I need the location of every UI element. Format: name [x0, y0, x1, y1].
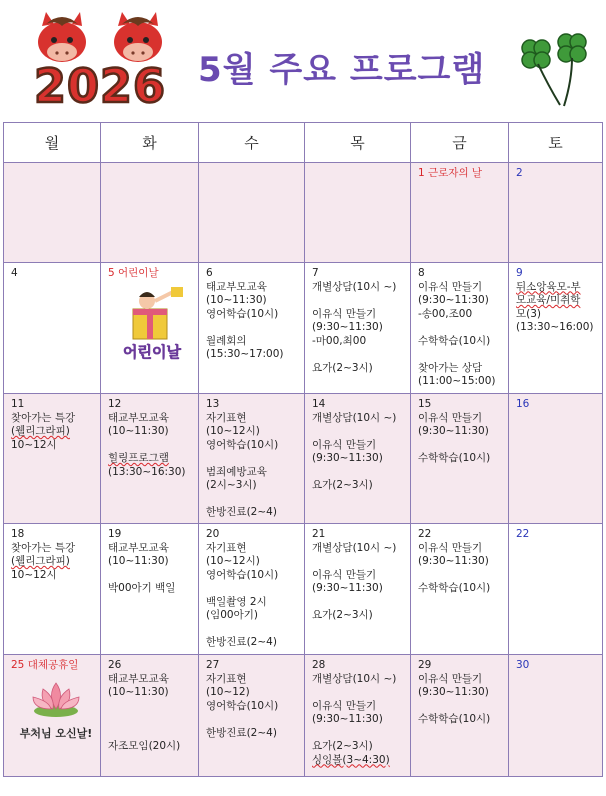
event-line: (11:00~15:00) — [418, 375, 496, 387]
event-line — [418, 569, 505, 583]
day-cell — [411, 524, 509, 655]
weekday-fri: 금 — [411, 123, 509, 163]
event-line — [312, 596, 407, 610]
event-line — [108, 700, 195, 714]
event-line: 영어학습(10시) — [206, 307, 279, 320]
day-cell — [101, 524, 199, 655]
day-date: 1 근로자의 날 — [418, 167, 483, 179]
event-line: 태교부모교육 — [206, 280, 267, 293]
day-date: 7 — [312, 267, 319, 279]
day-cell — [305, 394, 411, 524]
event-line: (임00아기) — [206, 609, 258, 621]
day-cell — [411, 163, 509, 263]
event-line — [418, 439, 505, 453]
day-date: 22 — [418, 528, 432, 540]
event-line — [418, 700, 505, 714]
day-cell — [4, 524, 101, 655]
year-2026-logo — [10, 8, 190, 108]
event-line: 개별상담(10시 ~) — [312, 280, 397, 293]
page-title: 5월 주요 프로그램 — [198, 50, 486, 90]
event-line: -마00,최00 — [312, 334, 367, 347]
day-cell — [199, 524, 305, 655]
event-line — [108, 727, 195, 741]
day-cell — [101, 263, 199, 394]
day-cell — [509, 263, 603, 394]
event-line: (9:30~11:30) — [312, 452, 383, 464]
event-line: 태교부모교육 — [108, 541, 169, 554]
sticker-text: 부처님 오신날! — [19, 726, 93, 740]
event-line: 찾아가는 특강 — [11, 411, 76, 424]
event-line: 자기표현 — [206, 541, 247, 554]
day-cell — [411, 263, 509, 394]
day-date: 29 — [418, 659, 432, 671]
event-line — [312, 727, 407, 741]
day-cell — [199, 263, 305, 394]
event-line: -송00,조00 — [418, 307, 473, 320]
day-date: 12 — [108, 398, 122, 410]
day-cell — [4, 263, 101, 394]
event-line: 10~12시 — [11, 568, 57, 581]
day-date: 27 — [206, 659, 220, 671]
day-cell — [305, 163, 411, 263]
event-line — [418, 348, 505, 362]
day-cell — [305, 655, 411, 777]
day-date: 14 — [312, 398, 326, 410]
event-line: 개별상담(10시 ~) — [312, 411, 397, 424]
event-line: 찾아가는 특강 — [11, 541, 76, 554]
event-line: (15:30~17:00) — [206, 348, 284, 360]
week-row — [4, 655, 603, 777]
event-line — [206, 713, 301, 727]
day-date: 28 — [312, 659, 326, 671]
event-line: (10~12시) — [206, 425, 260, 437]
weekday-header-row — [4, 123, 603, 163]
day-date: 22 — [516, 528, 530, 540]
event-line: 범죄예방교육 — [206, 465, 267, 478]
event-line: 요가(2~3시) — [312, 479, 373, 491]
day-cell — [4, 655, 101, 777]
event-line: 한방진료(2~4) — [206, 506, 277, 518]
day-cell — [305, 263, 411, 394]
event-line: 이유식 만들기 — [312, 307, 377, 320]
event-line: 이유식 만들기 — [418, 672, 483, 685]
week-row — [4, 263, 603, 394]
day-date: 4 — [11, 267, 18, 279]
event-line: 개별상담(10시 ~) — [312, 672, 397, 685]
event-line: 자기표현 — [206, 411, 247, 424]
day-date: 25 대체공휴일 — [11, 659, 79, 671]
weekday-thu: 목 — [305, 123, 411, 163]
event-line: 자조모임(20시) — [108, 740, 181, 752]
weekday-wed: 수 — [199, 123, 305, 163]
event-line: 모(3) — [516, 307, 542, 320]
lotus-flower-icon — [13, 677, 99, 747]
day-date: 6 — [206, 267, 213, 279]
horse-right-icon — [114, 12, 162, 62]
event-line: 이유식 만들기 — [418, 541, 483, 554]
event-line: (9:30~11:30) — [312, 321, 383, 333]
event-line: 자기표현 — [206, 672, 247, 685]
day-date: 2 — [516, 167, 523, 179]
event-line — [108, 713, 195, 727]
event-line: 요가(2~3시) — [312, 361, 373, 374]
event-line: (9:30~11:30) — [312, 713, 383, 725]
sticker-text: 어린이날 — [122, 342, 181, 361]
day-cell — [4, 163, 101, 263]
day-date: 11 — [11, 398, 25, 410]
event-line — [206, 321, 301, 335]
event-line: 찾아가는 상담 — [418, 361, 483, 374]
event-line — [206, 582, 301, 596]
day-date: 9 — [516, 267, 523, 279]
event-line — [312, 348, 407, 362]
day-cell — [199, 394, 305, 524]
event-line: 힐링프로그램 — [108, 452, 169, 464]
event-line: 10~12시 — [11, 438, 57, 451]
event-line: 이유식 만들기 — [312, 699, 377, 712]
calendar-table — [3, 122, 603, 777]
weekday-tue: 화 — [101, 123, 199, 163]
day-cell — [101, 394, 199, 524]
childrens-day-sticker-icon — [109, 287, 195, 363]
event-line: (10~12) — [206, 686, 250, 698]
week-row — [4, 394, 603, 524]
event-line: 이유식 만들기 — [418, 280, 483, 293]
event-line: (10~11:30) — [108, 555, 169, 567]
day-date: 8 — [418, 267, 425, 279]
event-line: (13:30~16:00) — [516, 321, 594, 333]
event-line — [108, 569, 195, 583]
event-line: (웰리그라피) — [11, 425, 70, 437]
day-date: 16 — [516, 398, 530, 410]
event-line: 수학학습(10시) — [418, 334, 491, 347]
event-line: 수학학습(10시) — [418, 582, 491, 594]
event-line: 한방진료(2~4) — [206, 636, 277, 648]
event-line — [312, 466, 407, 480]
event-line: 요가(2~3시) — [312, 609, 373, 621]
event-line: (9:30~11:30) — [418, 425, 489, 437]
day-date: 18 — [11, 528, 25, 540]
day-cell — [4, 394, 101, 524]
day-cell — [199, 163, 305, 263]
page-header — [0, 0, 606, 118]
event-line: 수학학습(10시) — [418, 452, 491, 464]
day-cell — [101, 163, 199, 263]
day-date: 30 — [516, 659, 530, 671]
event-line: 영어학습(10시) — [206, 438, 279, 451]
event-line: (10~12시) — [206, 555, 260, 567]
event-line: 뒤소앙육모-부 — [516, 280, 581, 293]
event-line: (10~11:30) — [108, 686, 169, 698]
event-line — [206, 493, 301, 507]
event-line — [206, 623, 301, 637]
event-line: 개별상담(10시 ~) — [312, 541, 397, 554]
event-line: (10~11:30) — [206, 294, 267, 306]
day-date: 13 — [206, 398, 220, 410]
event-line: (10~11:30) — [108, 425, 169, 437]
event-line: (웰리그라피) — [11, 555, 70, 567]
event-line — [312, 555, 407, 569]
year-text: 2026 — [33, 59, 167, 108]
day-cell — [411, 394, 509, 524]
day-cell — [509, 163, 603, 263]
event-line: 이유식 만들기 — [418, 411, 483, 424]
event-line: (9:30~11:30) — [418, 294, 489, 306]
week-row — [4, 524, 603, 655]
event-line — [418, 321, 505, 335]
event-line: 백일촬영 2시 — [206, 595, 267, 608]
day-cell — [509, 655, 603, 777]
event-line: 수학학습(10시) — [418, 713, 491, 725]
event-line: (9:30~11:30) — [312, 582, 383, 594]
event-line — [312, 425, 407, 439]
four-leaf-clover-icon — [514, 30, 592, 110]
week-row — [4, 163, 603, 263]
event-line: 싱잉볼(3~4:30) — [312, 753, 390, 766]
day-date: 26 — [108, 659, 122, 671]
event-line — [312, 294, 407, 308]
event-line — [312, 686, 407, 700]
event-line: 영어학습(10시) — [206, 699, 279, 712]
event-line: 월례회의 — [206, 334, 247, 347]
day-cell — [305, 524, 411, 655]
event-line: (9:30~11:30) — [418, 686, 489, 698]
event-line: 한방진료(2~4) — [206, 726, 277, 739]
day-cell — [509, 524, 603, 655]
day-cell — [199, 655, 305, 777]
day-cell — [101, 655, 199, 777]
day-cell — [509, 394, 603, 524]
event-line: 요가(2~3시) — [312, 740, 373, 752]
event-line — [206, 452, 301, 466]
day-date: 15 — [418, 398, 432, 410]
day-cell — [411, 655, 509, 777]
day-date: 20 — [206, 528, 220, 540]
horse-left-icon — [38, 12, 86, 62]
event-line: (9:30~11:30) — [418, 555, 489, 567]
event-line: (2시~3시) — [206, 479, 257, 491]
day-date: 21 — [312, 528, 326, 540]
event-line: 태교부모교육 — [108, 411, 169, 424]
day-date: 19 — [108, 528, 122, 540]
event-line — [108, 439, 195, 453]
event-line: 박00아기 백일 — [108, 582, 176, 594]
event-line: 이유식 만들기 — [312, 568, 377, 581]
event-line: (13:30~16:30) — [108, 465, 186, 478]
day-date: 5 어린이날 — [108, 267, 159, 279]
event-line: 이유식 만들기 — [312, 438, 377, 451]
event-line: 태교부모교육 — [108, 672, 169, 685]
event-line: 모교육/미취학 — [516, 294, 581, 306]
event-line: 영어학습(10시) — [206, 568, 279, 581]
weekday-sat: 토 — [509, 123, 603, 163]
weekday-mon: 월 — [4, 123, 101, 163]
